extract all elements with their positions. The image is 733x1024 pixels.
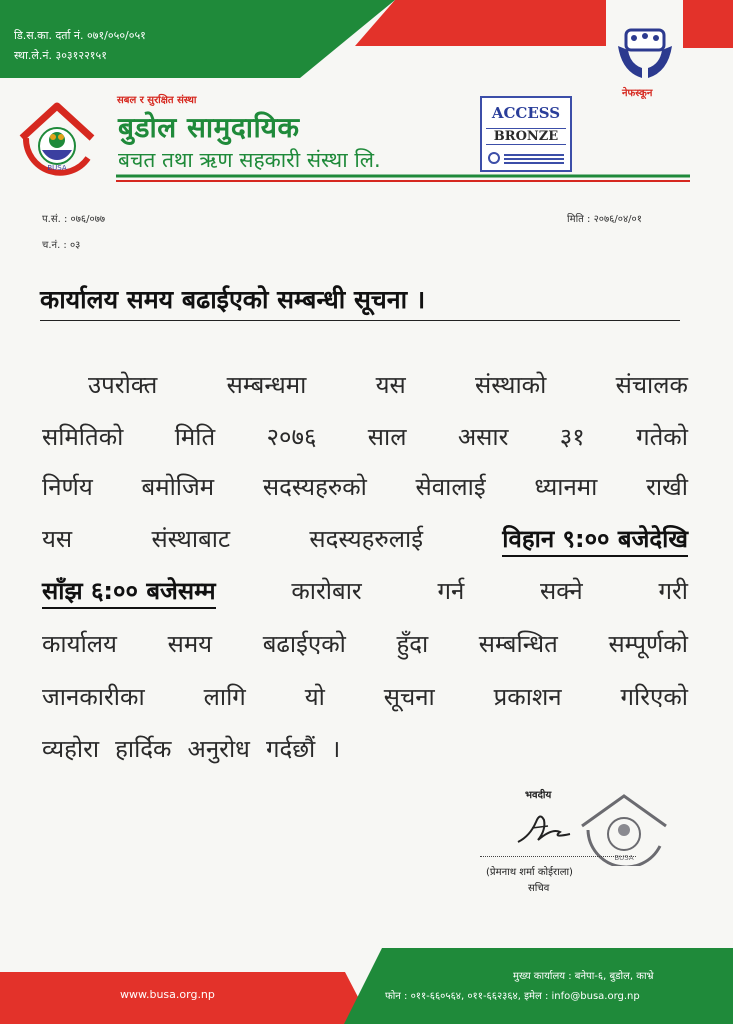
word: सम्पूर्णको [608, 630, 688, 658]
notice-date: मिति : २०७६/०४/०१ [567, 214, 642, 225]
word: हुँदा [396, 630, 429, 658]
bronze-label: BRONZE [486, 128, 566, 145]
word: लागि [203, 683, 246, 711]
word: गतेको [636, 423, 688, 451]
body-line-6 [42, 627, 688, 660]
word: गरिएको [620, 683, 688, 711]
word: सदस्यहरुलाई [309, 525, 423, 553]
office-hours-start: विहान ९:०० बजेदेखि [502, 522, 688, 557]
signatory-designation: सचिव [528, 883, 550, 894]
word: समितिको [42, 423, 124, 451]
stamp-text: BUSA [614, 854, 634, 862]
word: ३१ [559, 423, 585, 451]
word: कार्यालय [42, 630, 117, 658]
word: साल [367, 423, 407, 451]
body-line-4 [42, 522, 688, 557]
aaccu-fine-print [504, 152, 564, 166]
access-label: ACCESS [491, 104, 561, 122]
body-line-2 [42, 420, 688, 453]
salutation: भवदीय [525, 790, 552, 801]
word: गर्दछौं [265, 735, 316, 763]
notice-title: कार्यालय समय बढाईएको सम्बन्धी सूचना । [40, 282, 680, 321]
word: बढाईएको [262, 630, 346, 658]
reference-number: प.सं. : ०७६/०७७ [42, 214, 106, 225]
word: उपरोक्त [88, 371, 158, 399]
word: सम्बन्धमा [226, 371, 307, 399]
word: असार [457, 423, 509, 451]
word: सूचना [383, 683, 435, 711]
org-name: बुडोल सामुदायिक [118, 111, 300, 144]
office-hours-end: साँझ ६:०० बजेसम्म [42, 574, 216, 609]
registration-number: डि.स.का. दर्ता नं. ०७१/०५०/०५१ [14, 29, 146, 42]
body-line-1 [88, 368, 688, 401]
word: राखी [646, 473, 688, 501]
logo-text: BUSA [47, 164, 67, 172]
footer-band [0, 948, 733, 1024]
pan-number: स्था.ले.नं. ३०३१२२१५१ [14, 49, 107, 62]
word: सेवालाई [415, 473, 486, 501]
nefscun-label: नेफस्कून [622, 88, 653, 99]
word: प्रकाशन [493, 683, 562, 711]
contact-info: फोन : ०११-६६०५६४, ०११-६६२३६४, इमेल : info@busa.org.np [385, 991, 640, 1002]
word: गर्न [437, 577, 465, 605]
word: व्यहोरा [42, 735, 100, 763]
office-stamp [574, 790, 674, 866]
org-subtitle: बचत तथा ऋण सहकारी संस्था लि. [118, 148, 381, 172]
word: अनुरोध [187, 735, 250, 763]
body-line-8 [42, 732, 688, 765]
org-tagline: सबल र सुरक्षित संस्था [117, 95, 197, 106]
body-line-7 [42, 680, 688, 713]
access-bronze-badge [480, 96, 572, 172]
word: समय [167, 630, 213, 658]
word: सम्बन्धित [478, 630, 558, 658]
body-line-5 [42, 574, 688, 609]
busa-logo [14, 98, 100, 182]
website: www.busa.org.np [120, 988, 215, 1001]
word: सक्ने [540, 577, 583, 605]
word: २०७६ [266, 423, 317, 451]
word: सदस्यहरुको [262, 473, 367, 501]
word: निर्णय [42, 473, 93, 501]
word: जानकारीका [42, 683, 145, 711]
word: गरी [658, 577, 688, 605]
handwritten-signature [512, 806, 576, 854]
word: । [331, 735, 341, 763]
dispatch-number: च.नं. : ०३ [42, 240, 81, 251]
body-line-3 [42, 470, 688, 503]
office-address: मुख्य कार्यालय : बनेपा-६, बुडोल, काभ्रे [513, 971, 654, 982]
word: संचालक [615, 371, 688, 399]
word: बमोजिम [141, 473, 215, 501]
nefscun-logo [612, 24, 678, 84]
word: मिति [174, 423, 216, 451]
word: संस्थाबाट [151, 525, 231, 553]
word: ध्यानमा [534, 473, 598, 501]
word: यो [304, 683, 325, 711]
signature-line [480, 856, 636, 857]
word: हार्दिक [115, 735, 172, 763]
signatory-name: (प्रेमनाथ शर्मा कोईराला) [486, 867, 573, 878]
word: यस [375, 371, 406, 399]
word: संस्थाको [475, 371, 547, 399]
word: यस [42, 525, 73, 553]
word: कारोबार [291, 577, 362, 605]
aaccu-logo-icon [488, 152, 500, 164]
